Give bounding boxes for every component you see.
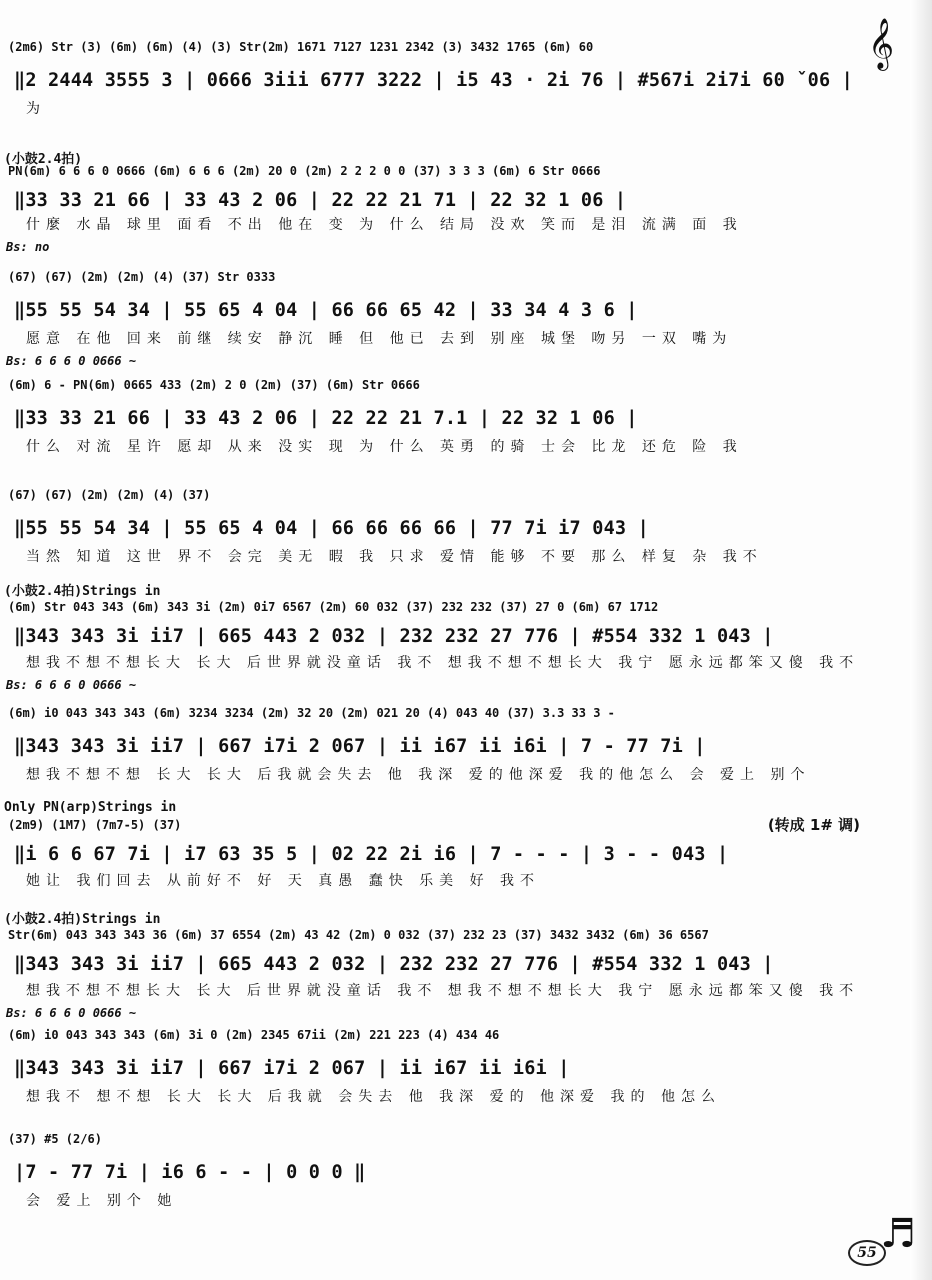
- lyric-line: 想我不想不想长大 长大 后世界就没童话 我不 想我不想不想长大 我宁 愿永远都笨又傻 我不: [26, 983, 860, 999]
- score-row-11: [0, 1132, 900, 1224]
- chord-line: (37) #5 (2/6): [8, 1132, 102, 1146]
- note-line: |7 - 77 7i | i6 6 - - | 0 0 0 ‖: [14, 1162, 366, 1183]
- score-row-6: [0, 580, 900, 692]
- chord-line: (2m9) (1M7) (7m7-5) (37): [8, 818, 182, 832]
- chord-line: (6m) Str 043 343 (6m) 343 3i (2m) 0i7 6567 (2m) 60 032 (37) 232 232 (37) 27 0 (6m) 67 1712: [8, 600, 659, 614]
- note-line: ‖343 343 3i ii7 | 667 i7i 2 067 | ii i67 ii i6i |: [14, 1058, 570, 1079]
- lyric-line: 愿意 在他 回来 前继 续安 静沉 睡 但 他已 去到 别座 城堡 吻另 一双 嘴为: [26, 331, 733, 347]
- page-number: 55: [848, 1240, 886, 1266]
- bass-line: Bs: 6 6 6 0 0666 ~: [6, 1006, 137, 1020]
- music-note-icon: ♬: [880, 1211, 916, 1257]
- note-line: ‖343 343 3i ii7 | 667 i7i 2 067 | ii i67 ii i6i | 7 - 77 7i |: [14, 736, 706, 757]
- note-line: ‖343 343 3i ii7 | 665 443 2 032 | 232 232 27 776 | #554 332 1 043 |: [14, 626, 774, 647]
- treble-clef-icon: 𝄞: [867, 18, 894, 69]
- section-label: (小鼓2.4拍)Strings in: [4, 912, 161, 927]
- lyric-line: 什么 对流 星许 愿却 从来 没实 现 为 什么 英勇 的骑 士会 比龙 还危 险 我: [26, 439, 743, 455]
- lyric-line: 什麼 水晶 球里 面看 不出 他在 变 为 什么 结局 没欢 笑而 是泪 流满 面 我: [26, 217, 743, 233]
- score-row-8: [0, 800, 900, 900]
- bass-line: Bs: 6 6 6 0 0666 ~: [6, 354, 137, 368]
- lyric-line: 为: [26, 101, 46, 117]
- note-line: ‖343 343 3i ii7 | 665 443 2 032 | 232 232 27 776 | #554 332 1 043 |: [14, 954, 774, 975]
- chord-line: (2m6) Str (3) (6m) (6m) (4) (3) Str(2m) 1671 7127 1231 2342 (3) 3432 1765 (6m) 60: [8, 40, 594, 54]
- note-line: ‖i 6 6 67 7i | i7 63 35 5 | 02 22 2i i6 | 7 - - - | 3 - - 043 |: [14, 844, 729, 865]
- chord-line: (67) (67) (2m) (2m) (4) (37) Str 0333: [8, 270, 276, 284]
- lyric-line: 她让 我们回去 从前好不 好 天 真愚 蠢快 乐美 好 我不: [26, 873, 541, 889]
- score-row-3: [0, 270, 900, 374]
- chord-line: (67) (67) (2m) (2m) (4) (37): [8, 488, 211, 502]
- score-row-10: [0, 1028, 900, 1120]
- section-label: (小鼓2.4拍)Strings in: [4, 584, 161, 599]
- bass-line: Bs: no: [6, 240, 50, 254]
- note-line: ‖2 2444 3555 3 | 0666 3iii 6777 3222 | i5 43 · 2i 76 | #567i 2i7i 60 ˇ06 |: [14, 70, 854, 91]
- chord-line: (6m) i0 043 343 343 (6m) 3234 3234 (2m) 32 20 (2m) 021 20 (4) 043 40 (37) 3.3 33 3 -: [8, 706, 615, 720]
- score-row-4: [0, 378, 900, 468]
- lyric-line: 想我不想不想长大 长大 后世界就没童话 我不 想我不想不想长大 我宁 愿永远都笨又傻 我不: [26, 655, 860, 671]
- lyric-line: 当然 知道 这世 界不 会完 美无 暇 我 只求 爱情 能够 不要 那么 样复 杂 我不: [26, 549, 763, 565]
- lyric-line: 想我不想不想 长大 长大 后我就会失去 他 我深 爱的他深爱 我的他怎么 会 爱上 别个: [26, 767, 811, 783]
- note-line: ‖55 55 54 34 | 55 65 4 04 | 66 66 65 42 | 33 34 4 3 6 |: [14, 300, 638, 321]
- lyric-line: 想我不 想不想 长大 长大 后我就 会失去 他 我深 爱的 他深爱 我的 他怎么: [26, 1089, 721, 1105]
- chord-line: (6m) 6 - PN(6m) 0665 433 (2m) 2 0 (2m) (37) (6m) Str 0666: [8, 378, 420, 392]
- score-row-2: [0, 150, 900, 258]
- note-line: ‖33 33 21 66 | 33 43 2 06 | 22 22 21 7.1 | 22 32 1 06 |: [14, 408, 638, 429]
- chord-line: PN(6m) 6 6 6 0 0666 (6m) 6 6 6 (2m) 20 0 (2m) 2 2 2 0 0 (37) 3 3 3 (6m) 6 Str 0666: [8, 164, 601, 178]
- note-line: ‖33 33 21 66 | 33 43 2 06 | 22 22 21 71 | 22 32 1 06 |: [14, 190, 627, 211]
- score-row-1: [0, 40, 900, 132]
- score-row-9: [0, 908, 900, 1020]
- section-label: (小鼓2.4拍): [4, 152, 83, 167]
- chord-line: (6m) i0 043 343 343 (6m) 3i 0 (2m) 2345 67ii (2m) 221 223 (4) 434 46: [8, 1028, 500, 1042]
- score-row-7: [0, 706, 900, 798]
- note-line: ‖55 55 54 34 | 55 65 4 04 | 66 66 66 66 | 77 7i i7 043 |: [14, 518, 649, 539]
- page-edge: [910, 0, 932, 1280]
- chord-line: Str(6m) 043 343 343 36 (6m) 37 6554 (2m) 43 42 (2m) 0 032 (37) 232 23 (37) 3432 3432 (6m) 36 6567: [8, 928, 709, 942]
- key-change-label: (转成 1# 调): [767, 816, 860, 834]
- score-row-5: [0, 488, 900, 578]
- lyric-line: 会 爱上 别个 她: [26, 1193, 178, 1209]
- bass-line: Bs: 6 6 6 0 0666 ~: [6, 678, 137, 692]
- section-label: Only PN(arp)Strings in: [4, 800, 177, 815]
